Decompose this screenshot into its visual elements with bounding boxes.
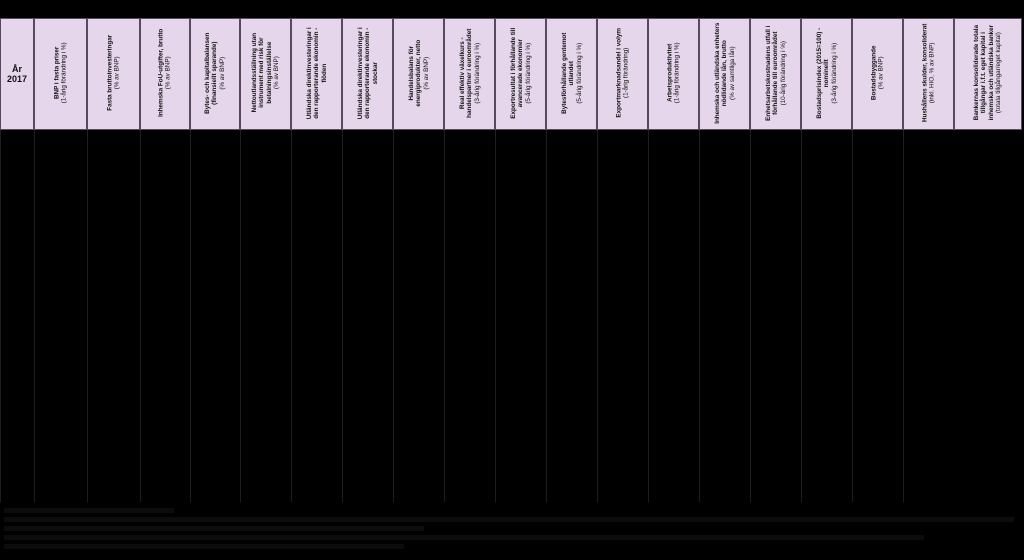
column-subtitle: (% av BNP) bbox=[113, 56, 121, 90]
column-title: Hushållens skulder, konsoliderat bbox=[921, 23, 929, 123]
column-header bbox=[648, 18, 699, 130]
table-column bbox=[87, 130, 140, 502]
footnote-line bbox=[4, 544, 404, 549]
column-title: Nettoutlandsställning utan instrument med risk för betalningsinställelse bbox=[250, 33, 273, 113]
year-label: År bbox=[11, 64, 22, 74]
table-column bbox=[0, 130, 34, 502]
column-title: Bytesförhållande gentemot utlandet bbox=[560, 32, 575, 114]
table-header-row bbox=[0, 18, 1024, 130]
column-subtitle: (% av samtliga lån) bbox=[728, 46, 736, 100]
column-subtitle: (% av BNP) bbox=[422, 56, 430, 90]
column-subtitle: (1-årig förändring i %) bbox=[673, 42, 681, 104]
year-header-cell bbox=[0, 18, 34, 130]
column-header bbox=[954, 18, 1022, 130]
column-header bbox=[34, 18, 87, 130]
column-title: Utländska direktinvesteringar i den rapporterande ekonomin - stockar bbox=[356, 26, 379, 120]
footnote-line bbox=[4, 508, 174, 513]
table-column bbox=[444, 130, 495, 502]
table-column bbox=[342, 130, 393, 502]
column-subtitle: (inkl. HIO, % av BNP) bbox=[928, 42, 936, 104]
column-header bbox=[87, 18, 140, 130]
year-value: 2017 bbox=[6, 74, 28, 84]
table-column bbox=[495, 130, 546, 502]
column-title: Bostadsprisindex (2015=100) - nominellt bbox=[815, 27, 830, 119]
table-column bbox=[240, 130, 291, 502]
column-title: Handelsbalans för energiprodukter, netto bbox=[407, 39, 422, 107]
table-column bbox=[546, 130, 597, 502]
column-title: Utländska direktinvesteringar i den rapporterande ekonomin - flöden bbox=[305, 26, 328, 120]
column-title: Bankernas konsoliderade totala tillgångar i.f.t. eget kapital i inhemska och utländska banker bbox=[973, 25, 995, 121]
table-body bbox=[0, 130, 1024, 502]
column-title: BNP i fasta priser bbox=[53, 46, 61, 100]
column-title: Bostadsbyggande bbox=[870, 45, 878, 101]
column-header bbox=[140, 18, 190, 130]
column-subtitle: (% av BNP) bbox=[218, 56, 226, 90]
column-header bbox=[852, 18, 903, 130]
footnote-line bbox=[4, 535, 924, 540]
column-subtitle: (1-årig förändring) bbox=[622, 47, 630, 99]
column-header bbox=[546, 18, 597, 130]
table-column bbox=[903, 130, 971, 502]
table-column bbox=[190, 130, 240, 502]
column-subtitle: (5-årig förändring i %) bbox=[575, 42, 583, 104]
table-column bbox=[291, 130, 342, 502]
column-header bbox=[699, 18, 750, 130]
column-title: Exportresultat i förhållande till avancerade ekonomier bbox=[509, 27, 524, 119]
column-title: Fasta bruttoinvesteringar bbox=[106, 35, 114, 111]
column-title: Enhetsarbetskostnadens utfall i förhållande till euroområdet bbox=[764, 25, 779, 121]
column-subtitle: (3-årig förändring i %) bbox=[830, 42, 838, 104]
column-header bbox=[903, 18, 954, 130]
table-column bbox=[801, 130, 852, 502]
column-header bbox=[750, 18, 801, 130]
column-subtitle: (5-årig förändring i %) bbox=[524, 42, 532, 104]
column-title: Inhemska och utländska enheters nödlidande lån, brutto bbox=[713, 22, 728, 124]
column-header bbox=[190, 18, 240, 130]
column-header bbox=[393, 18, 444, 130]
column-header bbox=[801, 18, 852, 130]
column-subtitle: (totala tillgångar/eget kapital) bbox=[995, 32, 1003, 114]
column-subtitle: (3-årig förändring i %) bbox=[473, 42, 481, 104]
column-title: Real effektiv växelkurs - handelspartner i euroområdet bbox=[458, 28, 473, 118]
column-header bbox=[291, 18, 342, 130]
table-column bbox=[852, 130, 903, 502]
table-column bbox=[597, 130, 648, 502]
footnote-line bbox=[4, 526, 424, 531]
column-subtitle: (% av BNP) bbox=[877, 56, 885, 90]
column-subtitle: (% av BNP) bbox=[165, 56, 172, 90]
column-title: Arbetsproduktivitet bbox=[666, 43, 674, 103]
column-header bbox=[597, 18, 648, 130]
column-subtitle: (% av BNP) bbox=[272, 56, 280, 90]
table-column bbox=[34, 130, 87, 502]
footnote-line bbox=[4, 517, 1014, 522]
column-title: Exportmarknadsandel i volym bbox=[615, 28, 623, 118]
column-subtitle: (10-årig förändring i %) bbox=[779, 40, 787, 106]
column-header bbox=[495, 18, 546, 130]
footnotes bbox=[4, 508, 1020, 553]
table-column bbox=[648, 130, 699, 502]
column-header bbox=[342, 18, 393, 130]
table-column bbox=[140, 130, 190, 502]
column-title: Inhemska FoU-utgifter, brutto bbox=[157, 28, 165, 118]
column-title: Bytes- och kapitalbalansen (finansiellt sparande) bbox=[203, 32, 219, 114]
table-column bbox=[699, 130, 750, 502]
table-column bbox=[750, 130, 801, 502]
column-subtitle: (1-årig förändring i %) bbox=[60, 42, 68, 104]
column-header bbox=[444, 18, 495, 130]
table-column bbox=[393, 130, 444, 502]
column-header bbox=[240, 18, 291, 130]
